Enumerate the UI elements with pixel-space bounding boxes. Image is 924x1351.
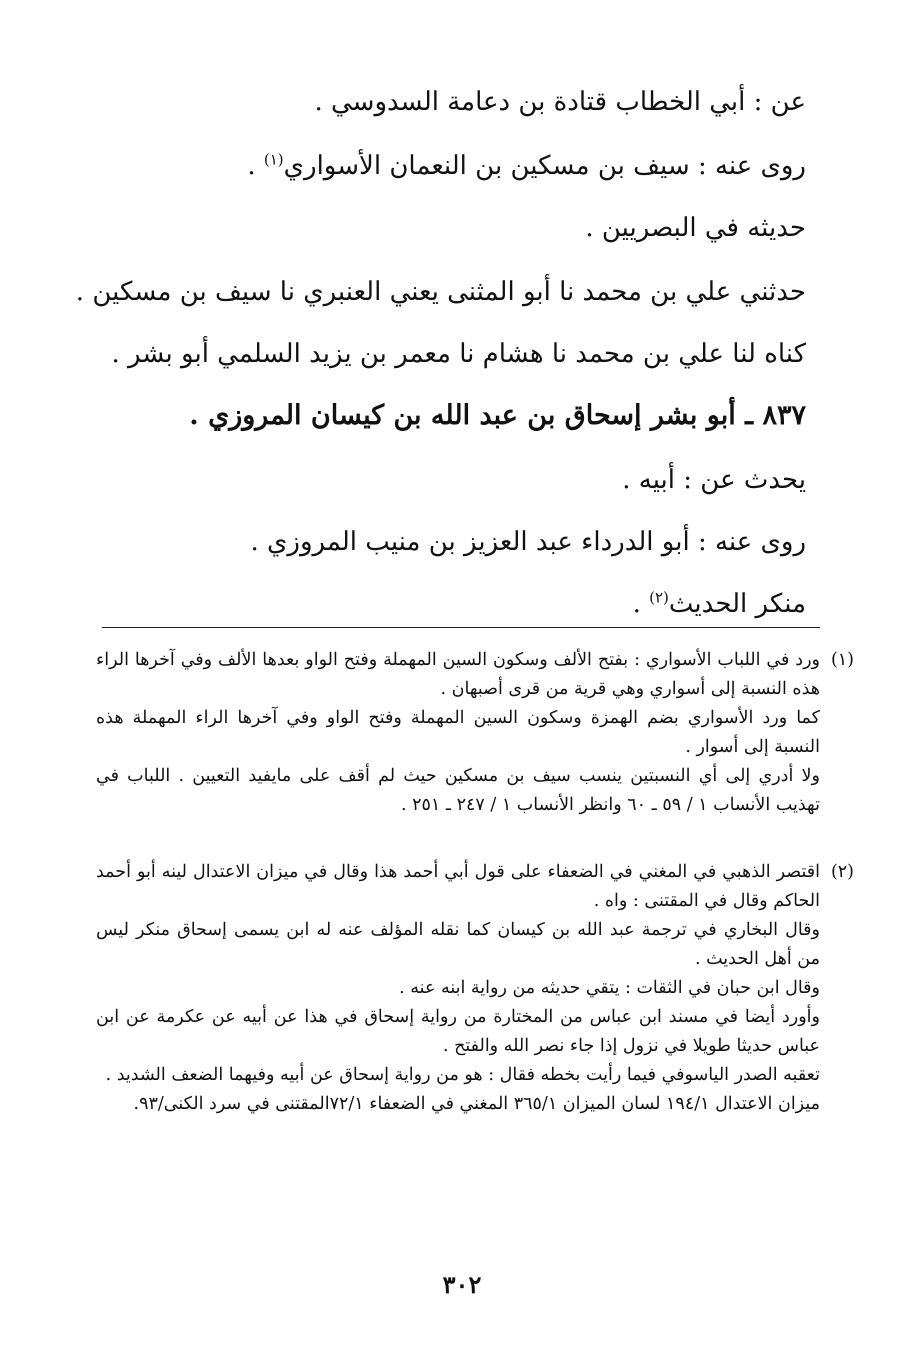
footnote-2-text-1: اقتصر الذهبي في المغني في الضعفاء على قول أبي أحمد هذا وقال في ميزان الاعتدال لينه أبو أحمد الحاكم وقال في المقتنى : واه . [96,862,820,911]
text-line-9-body: منكر الحديث [668,589,806,619]
text-line-2-body: روى عنه : سيف بن مسكين بن النعمان الأسواري [283,151,806,181]
text-line-8: روى عنه : أبو الدرداء عبد العزيز بن منيب المروزي . [250,527,806,557]
text-line-4: حدثني علي بن محمد نا أبو المثنى يعني العنبري نا سيف بن مسكين . [75,277,806,307]
footnote-ref-2: (٢) [649,588,669,607]
footnote-1-para-1 [96,646,854,704]
footnote-2-para-5: تعقبه الصدر الياسوفي فيما رأيت بخطه فقال : هو من رواية إسحاق عن أبيه وفيهما الضعف الشديد . [105,1065,820,1085]
entry-heading: ٨٣٧ ـ أبو بشر إسحاق بن عبد الله بن كيسان المروزي . [189,400,806,431]
text-line-2-end: . [247,151,264,181]
text-line-3: حديثه في البصريين . [585,213,806,243]
footnote-1-para-2: كما ورد الأسواري بضم الهمزة وسكون السين المهملة وفتح الواو وفي آخرها الراء المهملة هذه النسبة إلى أسوار . [96,708,820,757]
page-number: ٣٠٢ [442,1270,482,1299]
footnote-2 [96,858,854,1119]
footnote-2-para-6: ميزان الاعتدال ١٩٤/١ لسان الميزان ٣٦٥/١ المغني في الضعفاء ٧٢/١المقتنى في سرد الكنى/٩٣. [133,1094,820,1114]
footnote-1-text-1: ورد في اللباب الأسواري : بفتح الألف وسكون السين المهملة وفتح الواو بعدها الألف وفي آخرها الراء هذه النسبة إلى أسواري وهي قرية من قرى أصبهان . [96,650,820,699]
footnote-2-para-3: وقال ابن حبان في الثقات : يتقي حديثه من رواية ابنه عنه . [399,978,820,998]
footnote-2-para-2: وقال البخاري في ترجمة عبد الله بن كيسان كما نقله المؤلف عنه له ابن يسمى إسحاق منكر ليس من أهل الحديث . [96,920,820,969]
footnote-1-para-3: ولا أدري إلى أي النسبتين ينسب سيف بن مسكين حيث لم أقف على مايفيد التعيين . اللباب في تهذيب الأنساب ١ / ٥٩ ـ ٦٠ وانظر الأنساب ١ / ٢٤٧ ـ ٢٥١ . [96,766,820,815]
footnote-2-number: (٢) [830,862,854,882]
footnote-separator [102,627,820,628]
text-line-9-end: . [632,589,650,619]
footnote-1-number: (١) [830,650,854,670]
footnote-2-para-4: وأورد أيضا في مسند ابن عباس من المختارة من رواية إسحاق في هذا عن أبيه عن عكرمة عن ابن عباس حديثا طويلا في نزول إذا جاء نصر الله والفتح . [96,1007,820,1056]
text-line-1: عن : أبي الخطاب قتادة بن دعامة السدوسي . [314,87,806,117]
text-line-5: كناه لنا علي بن محمد نا هشام نا معمر بن يزيد السلمي أبو بشر . [111,339,806,369]
text-line-7: يحدث عن : أبيه . [622,465,806,495]
footnote-2-para-1 [96,858,854,916]
text-line-2 [60,146,806,186]
footnote-1 [96,646,854,820]
text-line-9 [60,584,806,624]
footnote-ref-1: (١) [263,150,284,169]
